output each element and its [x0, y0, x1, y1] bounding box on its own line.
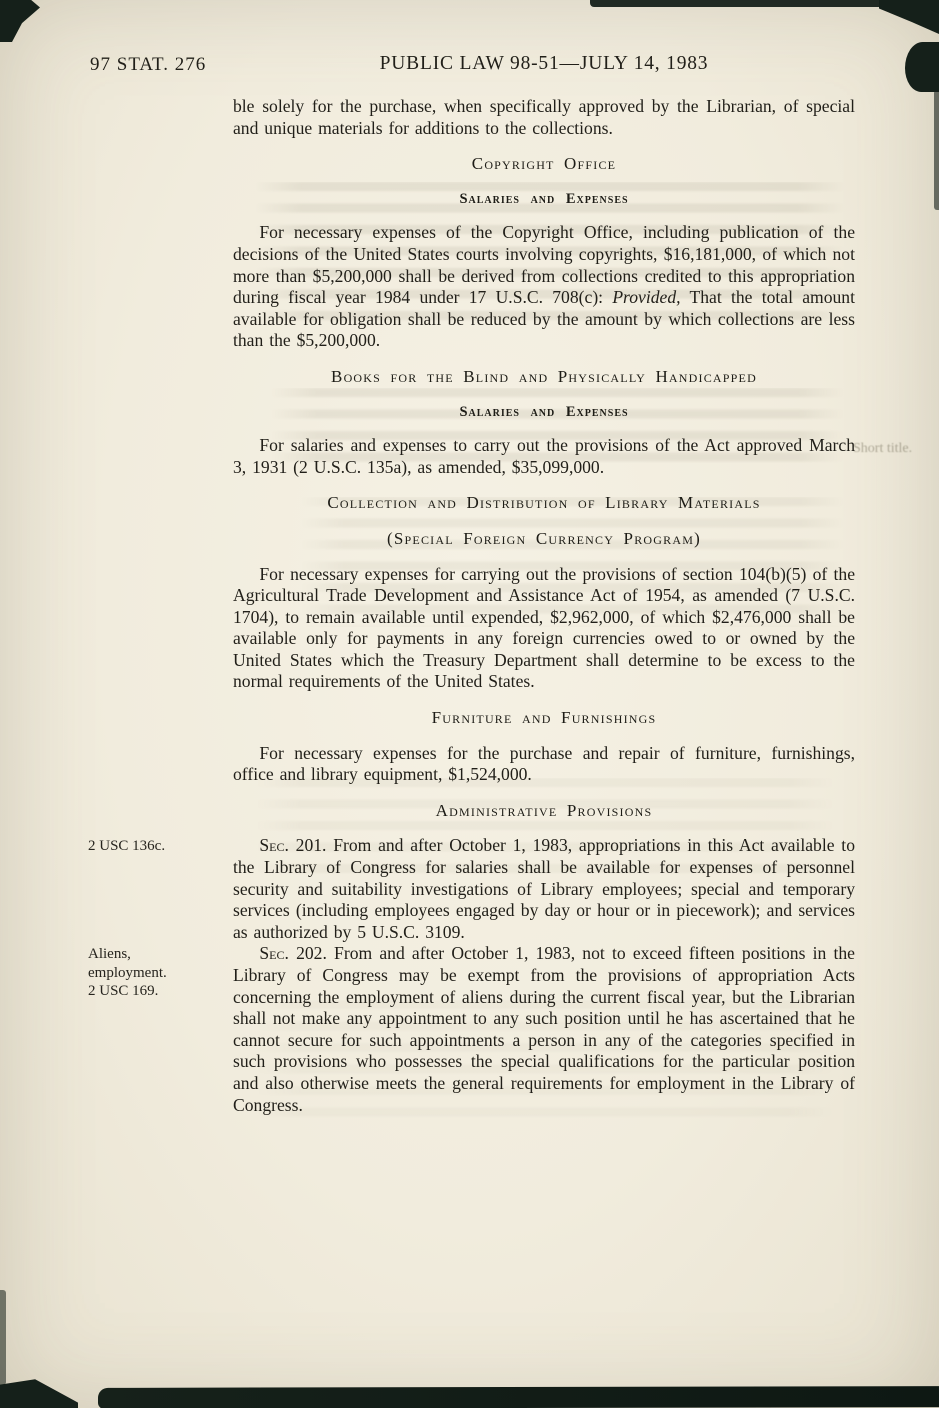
stat-page-number: 97 STAT. 276: [90, 54, 207, 75]
heading-copyright-office: Copyright Office: [471, 154, 617, 174]
bleedthrough-short-title-note: Short title.: [853, 441, 913, 456]
copyright-appropriation-paragraph: [233, 222, 855, 352]
heading-books-for-the-blind: Books for the Blind and Physically Handicapped: [331, 366, 757, 386]
heading-furniture-furnishings: Furniture and Furnishings: [431, 708, 657, 728]
statute-text-column: [233, 96, 855, 1116]
scan-artifact-top-strip: [590, 0, 894, 7]
heading-administrative-provisions: Administrative Provisions: [435, 800, 653, 820]
paragraph-text: From and after October 1, 1983, not to exceed fifteen positions in the Library of Congress may be exempt from the provisions of appropriation Acts concerning the employment of aliens during the current fiscal year, but the Librarian shall not make any appointment to any such position until he has ascertained that he cannot secure for such appointments a person in any of the categories specified in such provisions who possesses the special qualifications for the particular position and also otherwise meets the general requirements for employment in the Library of Congress.: [233, 943, 855, 1115]
scan-artifact-right-edge: [934, 90, 939, 210]
margin-note-202: [88, 945, 226, 1001]
paragraph-text: For necessary expenses of the Copyright Office, including publication of the decisions of the United States courts involving copyrights, $16,181,000, of which not more than $5,200,000 shall be derived from collections credited to this appropriation during fiscal year 1984 under 17 U.S.C. 708(c):: [233, 222, 855, 308]
furniture-appropriation-paragraph: For necessary expenses for the purchase and repair of furniture, furnishings, office and library equipment, $1,524,000.: [233, 742, 855, 785]
proviso-italic: Provided,: [612, 287, 681, 308]
books-blind-appropriation-paragraph: For salaries and expenses to carry out the provisions of the Act approved March 3, 1931 (2 U.S.C. 135a), as amended, $35,099,000.: [233, 435, 855, 477]
section-202-label: Sec. 202.: [259, 943, 327, 964]
margin-note-text: 2 USC 169.: [88, 983, 159, 999]
scan-artifact-top-right: [879, 0, 939, 34]
paragraph-text: That the total amount available for obligation shall be reduced by the amount by which collections are less than the $5,200,000.: [233, 287, 855, 351]
collection-appropriation-paragraph: For necessary expenses for carrying out the provisions of section 104(b)(5) of the Agricultural Trade Development and Assistance Act of 1954, as amended (7 U.S.C. 1704), to remain available until expended, $2,962,000, of which $2,476,000 shall be available only for payments in any foreign currencies owed to or owned by the United States which the Treasury Department shall determine to be excess to the normal requirements of the United States.: [233, 563, 855, 692]
subheading-special-foreign-currency: (Special Foreign Currency Program): [387, 528, 701, 548]
margin-note-201: [88, 837, 226, 856]
paragraph-text: From and after October 1, 1983, appropriations in this Act available to the Library of Congress for salaries shall be available for expenses of personnel security and suitability investigations of Library employees; special and temporary services (including employees engaged by day or hour or in piecework); and services as authorized by 5 U.S.C. 3109.: [233, 835, 855, 942]
law-title: PUBLIC LAW 98-51—JULY 14, 1983: [379, 53, 709, 74]
scan-artifact-top-left: [0, 0, 40, 42]
sec-201-paragraph: [233, 835, 855, 943]
subheading-salaries-expenses-copyright: Salaries and Expenses: [459, 190, 629, 207]
continuation-paragraph: ble solely for the purchase, when specifically approved by the Librarian, of special and unique materials for additions to the collections.: [233, 96, 855, 138]
scan-artifact-right-blob: [905, 42, 939, 92]
margin-note-text: Aliens,: [88, 946, 131, 962]
subheading-salaries-expenses-books: Salaries and Expenses: [459, 403, 629, 420]
scan-artifact-bottom-band: [98, 1386, 939, 1408]
section-201-label: Sec. 201.: [259, 835, 327, 856]
scan-artifact-left-edge: [0, 1290, 6, 1385]
margin-note-text: 2 USC 136c.: [88, 838, 166, 854]
sec-202-paragraph: [233, 943, 855, 1116]
margin-note-text: employment.: [88, 964, 167, 981]
heading-collection-distribution: Collection and Distribution of Library Materials: [327, 493, 761, 513]
scan-artifact-bottom-left: [0, 1372, 78, 1408]
